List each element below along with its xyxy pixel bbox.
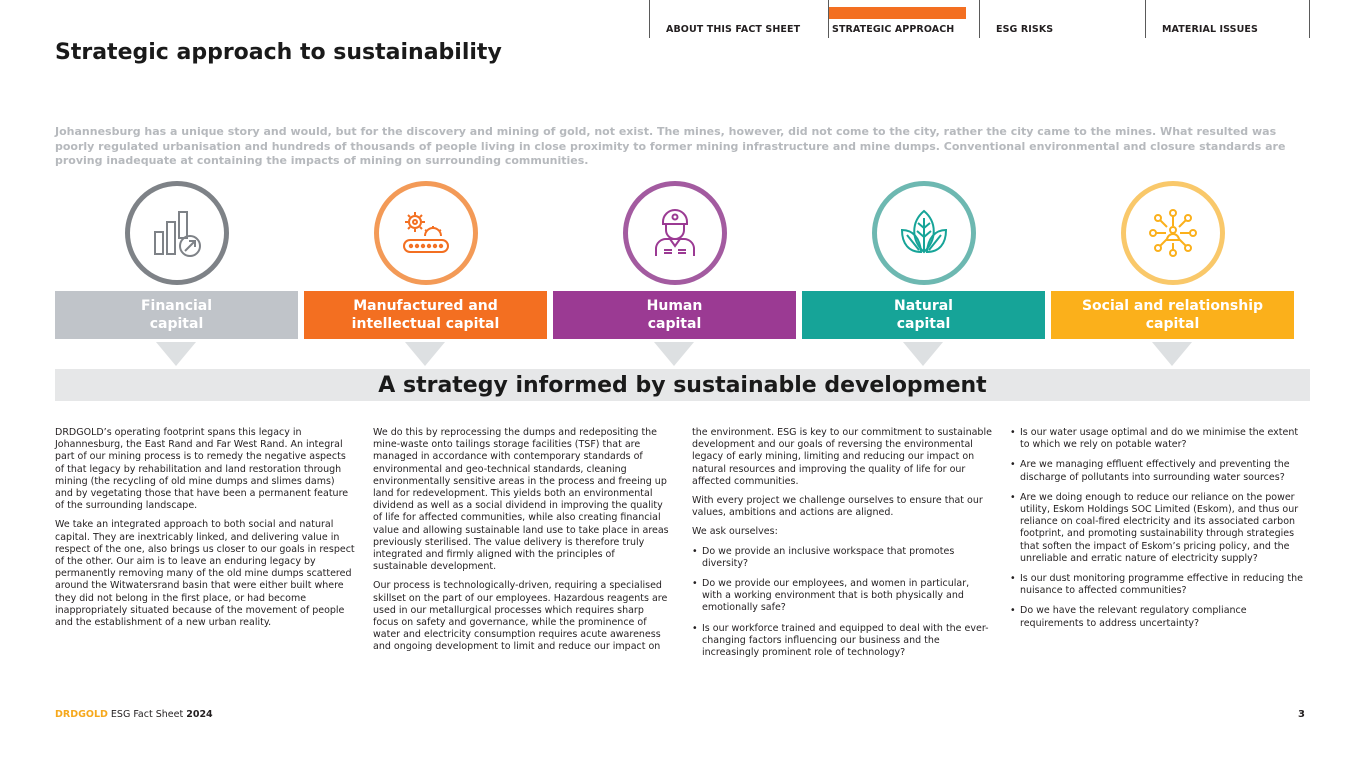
bar-chart-growth-icon <box>152 208 202 258</box>
network-people-icon <box>1148 208 1198 258</box>
list-item: • Is our water usage optimal and do we minimise the extent to which we rely on potable water? <box>1010 427 1310 451</box>
social-icon-circle <box>1121 181 1225 285</box>
tab-label: ESG RISKS <box>996 24 1054 35</box>
tab-label: MATERIAL ISSUES <box>1162 24 1258 35</box>
paragraph: We ask ourselves: <box>692 526 778 538</box>
paragraph: Our process is technologically-driven, requiring a specialised skillset on the part of our employees. Hazardous reagents are used in our metallurgical processes which requires sharp focus on safety and governance, while the prominence of water and electricity consumption requires acute awareness and ongoing development to limit and reduce our impact on <box>373 580 668 653</box>
tab-label: ABOUT THIS FACT SHEET <box>666 24 801 35</box>
leaves-icon <box>899 208 949 258</box>
miner-worker-icon <box>650 208 700 258</box>
list-item: • Are we doing enough to reduce our reliance on the power utility, Eskom Holdings SOC Limited (Eskom), and thus our reliance on coal-fired electricity and its associated carbon footprint, and promoting sustainability through strategies that soften the impact of Eskom’s pricing policy, and the unreliable and erratic nature of electricity supply? <box>1010 492 1310 565</box>
capital-label: Manufactured and intellectual capital <box>304 291 547 339</box>
capital-natural <box>802 181 1045 370</box>
footer <box>55 709 213 720</box>
question-list <box>1010 427 1310 630</box>
gears-conveyor-icon <box>401 208 451 258</box>
tab-label: STRATEGIC APPROACH <box>832 24 955 35</box>
intro-paragraph: Johannesburg has a unique story and would, but for the discovery and mining of gold, not exist. The mines, however, did not come to the city, rather the city came to the mines. What resulted was poorly regulated urbanisation and hundreds of thousands of people living in close proximity to former mining infrastructure and mine dumps. Conventional environmental and closure standards are proving inadequate at containing the impacts of mining on surrounding communities. <box>55 125 1286 167</box>
capital-human <box>553 181 796 370</box>
list-item: • Do we provide our employees, and women in particular, with a working environment that is both physically and emotionally safe? <box>692 578 992 615</box>
list-item: • Is our workforce trained and equipped to deal with the ever-changing factors influencing our business and the increasingly prominent role of technology? <box>692 623 992 660</box>
tab-strategic-approach[interactable] <box>828 0 979 38</box>
text-column-4 <box>1010 427 1310 638</box>
footer-year: 2024 <box>186 709 213 720</box>
text-column-2 <box>373 427 671 661</box>
active-tab-indicator <box>829 7 966 19</box>
top-nav <box>649 0 1311 38</box>
capital-financial <box>55 181 298 370</box>
question-list <box>692 546 992 660</box>
capital-manufactured-intellectual <box>304 181 547 370</box>
paragraph: With every project we challenge ourselves to ensure that our values, ambitions and actions are aligned. <box>692 495 983 519</box>
footer-doc-title: ESG Fact Sheet <box>107 709 187 720</box>
pointer-arrow <box>1152 342 1192 366</box>
manufactured-icon-circle <box>374 181 478 285</box>
page-title: Strategic approach to sustainability <box>55 40 502 65</box>
list-item: • Are we managing effluent effectively and preventing the discharge of pollutants into surrounding water sources? <box>1010 459 1310 483</box>
financial-icon-circle <box>125 181 229 285</box>
capital-label: Natural capital <box>802 291 1045 339</box>
text-column-3 <box>692 427 992 667</box>
paragraph: DRDGOLD’s operating footprint spans this legacy in Johannesburg, the East Rand and Far West Rand. An integral part of our mining process is to remedy the negative aspects of that legacy by rehabilitation and land restoration through mining (the recycling of old mine dumps and slimes dams) and by vegetating those that have been a permanent feature of the surrounding landscape. <box>55 427 349 512</box>
strategy-heading: A strategy informed by sustainable development <box>55 369 1310 401</box>
capital-label: Social and relationship capital <box>1051 291 1294 339</box>
capital-social-relationship <box>1051 181 1294 370</box>
tab-about-this-fact-sheet[interactable] <box>649 0 828 38</box>
paragraph: We do this by reprocessing the dumps and redepositing the mine-waste onto tailings storage facilities (TSF) that are managed in accordance with contemporary standards of environmental and geo-technical standards, cleaning environmentally sensitive areas in the process and freeing up land for redevelopment. This yields both an environmental dividend as well as a social dividend in improving the quality of life for affected communities, while also creating financial value and allowing sustainable land use to take place in areas previously sterilised. The value delivery is therefore truly integrated and firmly aligned with the principles of sustainable development. <box>373 427 669 573</box>
paragraph: the environment. ESG is key to our commitment to sustainable development and our goals of reversing the environmental legacy of early mining, limiting and reducing our impact on natural resources and improving the quality of life for our affected communities. <box>692 427 992 487</box>
human-icon-circle <box>623 181 727 285</box>
footer-brand: DRDGOLD <box>55 709 108 720</box>
list-item: • Is our dust monitoring programme effective in reducing the nuisance to affected communities? <box>1010 573 1310 597</box>
pointer-arrow <box>405 342 445 366</box>
capital-label: Financial capital <box>55 291 298 339</box>
nav-divider <box>1309 0 1310 38</box>
natural-icon-circle <box>872 181 976 285</box>
list-item: • Do we have the relevant regulatory compliance requirements to address uncertainty? <box>1010 605 1310 629</box>
pointer-arrow <box>654 342 694 366</box>
list-item: • Do we provide an inclusive workspace that promotes diversity? <box>692 546 992 570</box>
page-number: 3 <box>1298 709 1305 720</box>
paragraph: We take an integrated approach to both social and natural capital. They are inextricably linked, and delivering value in respect of the one, also brings us closer to our goals in respect of the other. Our aim is to leave an enduring legacy by permanently removing many of the old mine dumps scattered around the Witwatersrand basin that were either built where they did not belong in the first place, or had become inappropriately situated because of the movement of people and the establishment of a new urban reality. <box>55 519 355 629</box>
pointer-arrow <box>903 342 943 366</box>
text-column-1 <box>55 427 355 636</box>
pointer-arrow <box>156 342 196 366</box>
tab-material-issues[interactable] <box>1145 0 1309 38</box>
tab-esg-risks[interactable] <box>979 0 1145 38</box>
capital-label: Human capital <box>553 291 796 339</box>
